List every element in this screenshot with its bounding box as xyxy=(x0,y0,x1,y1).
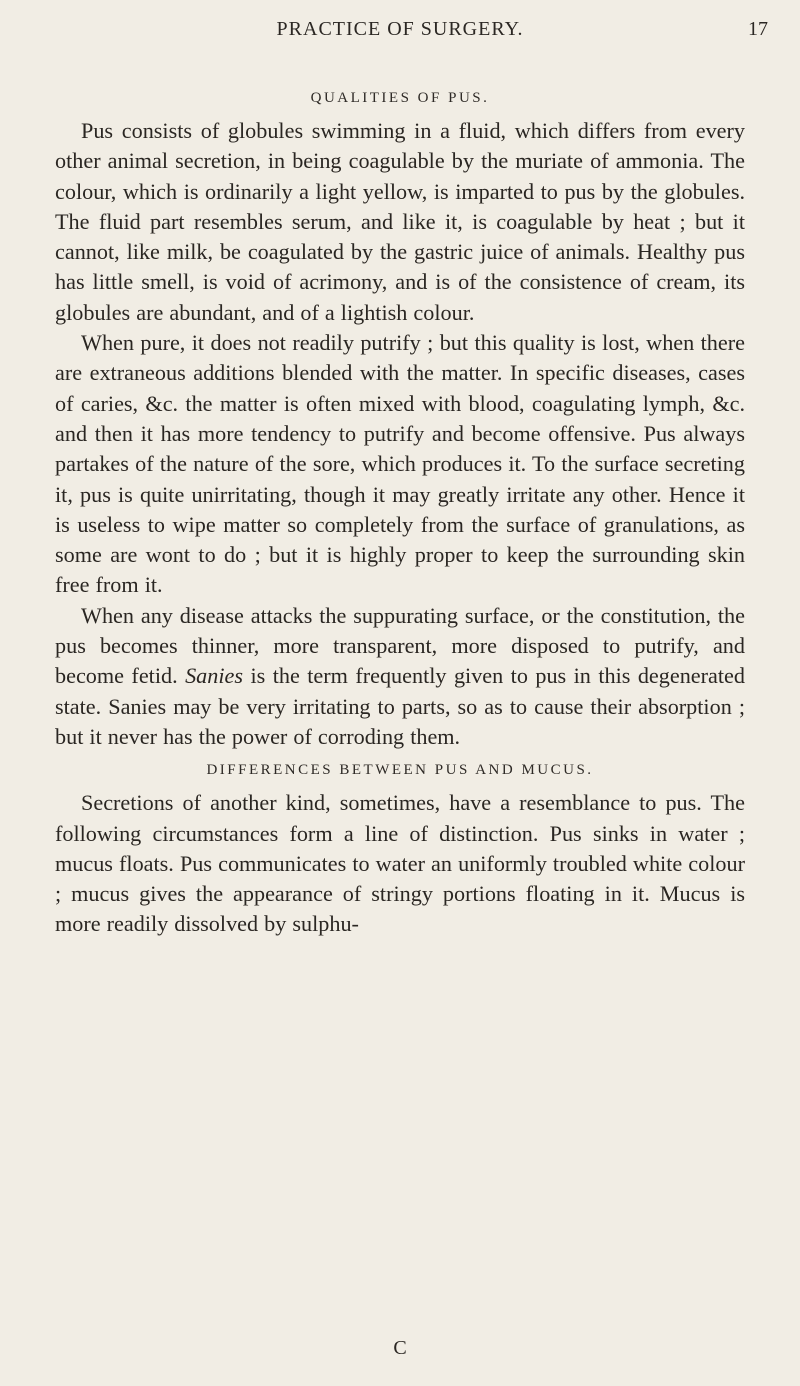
body-text xyxy=(55,84,745,940)
page-number: 17 xyxy=(748,18,768,40)
running-title: PRACTICE OF SURGERY. xyxy=(276,18,524,40)
paragraph-pus-composition: Pus consists of globules swimming in a fluid, which differs from every other animal secretion, in being coagulable by the muriate of ammonia. The colour, which is ordinarily a light yellow, is imparted to pus by the globules. The fluid part resembles serum, and like it, is coagulable by heat ; but it cannot, like milk, be coagulated by the gastric juice of animals. Healthy pus has little smell, is void of acrimony, and is of the consistence of cream, its globules are abundant, and of a lightish colour. xyxy=(55,118,745,325)
paragraph-pus-disease xyxy=(55,601,745,752)
section-heading-differences: DIFFERENCES BETWEEN PUS AND MUCUS. xyxy=(206,762,594,779)
paragraph-pus-disease-text: When any disease attacks the suppurating surface, or the constitution, the pus becomes thinner, more transparent, more disposed to putrify, and become fetid. xyxy=(55,602,745,689)
paragraph-pus-putrefaction: When pure, it does not readily putrify ; but this quality is lost, when there are extraneous additions blended with the matter. In specific diseases, cases of caries, &c. the matter is often mixed with blood, coagulating lymph, &c. and then it has more tendency to putrify and become offensive. Pus always partakes of the nature of the sore, which produces it. To the surface secreting it, pus is quite unirritating, though it may greatly irritate any other. Hence it is useless to wipe matter so completely from the surface of granulations, as some are wont to do ; but it is highly proper to keep the surrounding skin free from it. xyxy=(55,330,745,598)
paragraph-sanies-text: is the term frequently given to pus in this degenerated state. Sanies may be very irritating to parts, so as to cause their absorption ; but it never has the power of corroding them. xyxy=(55,663,745,749)
running-head xyxy=(0,14,800,44)
paragraph-pus-vs-mucus: Secretions of another kind, sometimes, have a resemblance to pus. The following circumstances form a line of distinction. Pus sinks in water ; mucus floats. Pus communicates to water an uniformly troubled white colour ; mucus gives the appearance of stringy portions floating in it. Mucus is more readily dissolved by sulphu- xyxy=(55,790,745,937)
section-heading-qualities-of-pus: QUALITIES OF PUS. xyxy=(310,90,490,106)
signature-mark: C xyxy=(393,1337,407,1359)
term-sanies: Sanies xyxy=(185,663,244,689)
